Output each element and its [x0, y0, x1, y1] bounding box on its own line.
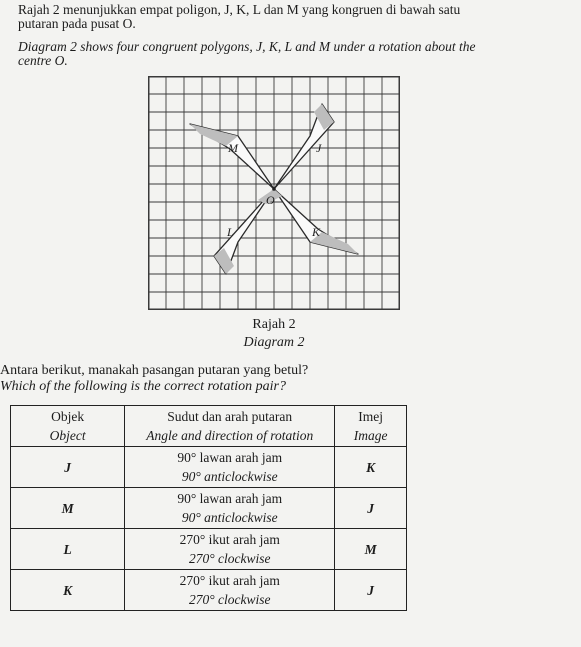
label-m: M [228, 141, 238, 155]
intro-malay [18, 3, 518, 31]
row-3-rotation [125, 529, 335, 570]
intro-english [18, 40, 518, 68]
row-4-rotation [125, 570, 335, 611]
header-image [335, 406, 407, 447]
row-3-image: M [335, 529, 407, 570]
header-image-en: Image [353, 428, 388, 443]
row-4-object: K [11, 570, 125, 611]
intro-english-line-2: centre O. [18, 53, 68, 68]
header-image-ms: Imej [358, 409, 383, 424]
table-row [11, 447, 407, 488]
row-1-rotation-ms: 90° lawan arah jam [177, 450, 283, 465]
row-3-object: L [11, 529, 125, 570]
intro-malay-line-1: Rajah 2 menunjukkan empat poligon, J, K, L dan M yang kongruen di bawah satu [18, 2, 461, 17]
row-2-image: J [335, 488, 407, 529]
diagram-caption-malay: Rajah 2 [252, 317, 296, 332]
intro-english-line-1: Diagram 2 shows four congruent polygons, J, K, L and M under a rotation about the [18, 39, 476, 54]
table-row [11, 570, 407, 611]
label-l: L [227, 225, 234, 239]
centre-o-point [272, 187, 276, 191]
table-row [11, 488, 407, 529]
header-rotation-en: Angle and direction of rotation [146, 428, 314, 443]
row-1-image: K [335, 447, 407, 488]
rotation-options-table [10, 405, 407, 611]
header-object [11, 406, 125, 447]
intro-malay-line-2: putaran pada pusat O. [18, 16, 136, 31]
row-1-rotation [125, 447, 335, 488]
table-row [11, 529, 407, 570]
table-header-row [11, 406, 407, 447]
question-malay: Antara berikut, manakah pasangan putaran yang betul? [0, 363, 309, 378]
header-object-en: Object [49, 428, 86, 443]
row-1-object: J [11, 447, 125, 488]
diagram-caption-english: Diagram 2 [243, 335, 305, 350]
label-k: K [312, 225, 321, 239]
row-4-rotation-en: 270° clockwise [188, 592, 271, 607]
row-3-rotation-ms: 270° ikut arah jam [179, 532, 280, 547]
label-j: J [316, 141, 322, 155]
label-o: O [266, 193, 275, 207]
question-english: Which of the following is the correct rotation pair? [0, 379, 286, 394]
row-3-rotation-en: 270° clockwise [188, 551, 271, 566]
header-rotation-ms: Sudut dan arah putaran [167, 409, 293, 424]
row-2-rotation [125, 488, 335, 529]
row-2-object: M [11, 488, 125, 529]
row-4-rotation-ms: 270° ikut arah jam [179, 573, 280, 588]
row-2-rotation-en: 90° anticlockwise [181, 510, 278, 525]
row-4-image: J [335, 570, 407, 611]
header-object-ms: Objek [51, 409, 85, 424]
rotation-diagram [148, 76, 400, 310]
header-rotation [125, 406, 335, 447]
row-1-rotation-en: 90° anticlockwise [181, 469, 278, 484]
row-2-rotation-ms: 90° lawan arah jam [177, 491, 283, 506]
